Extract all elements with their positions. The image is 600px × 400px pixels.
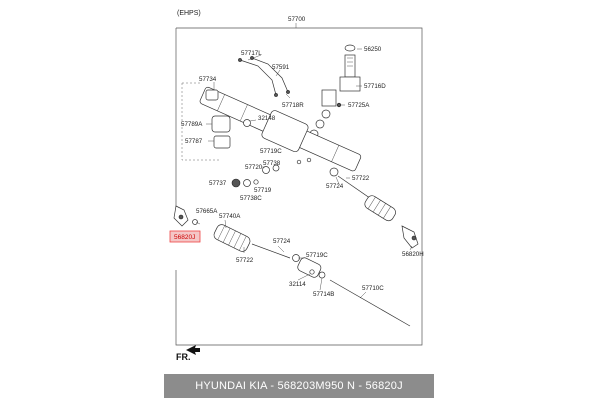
label-57714B: 57714B bbox=[313, 291, 335, 298]
label-57789A: 57789A bbox=[181, 121, 203, 128]
label-57719C-upper: 57719C bbox=[260, 148, 282, 155]
label-57734: 57734 bbox=[199, 76, 217, 83]
lead-57714B bbox=[320, 278, 322, 290]
ring-32114 bbox=[310, 270, 314, 274]
right-tie-rod bbox=[330, 168, 418, 248]
yoke-57737 bbox=[232, 179, 240, 187]
right-seal bbox=[330, 168, 338, 176]
label-assembly: 57700 bbox=[288, 16, 306, 23]
clamp-top bbox=[206, 90, 218, 100]
label-57787: 57787 bbox=[185, 138, 203, 145]
bolt bbox=[337, 103, 341, 107]
ehps-type-tag: (EHPS) bbox=[177, 10, 201, 17]
label-57718R: 57718R bbox=[282, 102, 304, 109]
valve-housing bbox=[322, 90, 336, 106]
label-57737: 57737 bbox=[209, 180, 227, 187]
label-56250: 56250 bbox=[364, 46, 382, 53]
rack-bushing bbox=[296, 256, 322, 278]
label-57738C: 57738C bbox=[240, 195, 262, 202]
oring-32148 bbox=[244, 120, 251, 127]
plug-2 bbox=[307, 158, 311, 162]
label-57716D: 57716D bbox=[364, 83, 386, 90]
ring-57738C bbox=[244, 180, 251, 187]
clamp-bushing bbox=[212, 116, 230, 132]
left-tie-rod bbox=[174, 206, 410, 326]
label-57719C-lower: 57719C bbox=[306, 252, 328, 259]
spring-57719 bbox=[254, 180, 258, 184]
label-57717L: 57717L bbox=[241, 50, 262, 57]
label-57722-lower: 57722 bbox=[236, 257, 254, 264]
ball-joint-right bbox=[412, 236, 416, 240]
valve-body bbox=[340, 77, 360, 91]
dust-cap bbox=[345, 45, 355, 51]
ball-joint-left bbox=[179, 215, 183, 219]
seal-ring-1 bbox=[322, 110, 330, 118]
label-57665A: 57665A bbox=[196, 208, 218, 215]
label-32148: 32148 bbox=[258, 115, 276, 122]
label-57738: 57738 bbox=[263, 160, 281, 167]
part-number-footer: HYUNDAI KIA - 568203M950 N - 56820J bbox=[164, 374, 434, 398]
label-32114: 32114 bbox=[289, 281, 306, 288]
label-57724-lower: 57724 bbox=[273, 238, 291, 245]
label-57719: 57719 bbox=[254, 187, 272, 194]
line-fitting-4 bbox=[286, 90, 289, 93]
ring-57714B bbox=[319, 272, 325, 278]
line-fitting-3 bbox=[274, 93, 277, 96]
label-57740A: 57740A bbox=[219, 213, 241, 220]
feed-line-left bbox=[240, 60, 276, 95]
label-56820H: 56820H bbox=[402, 251, 424, 258]
lead-57724b bbox=[278, 246, 284, 252]
label-57591: 57591 bbox=[272, 64, 290, 71]
right-boot-57722 bbox=[363, 194, 398, 223]
lead-57718R bbox=[286, 94, 290, 98]
jam-nut-57665A bbox=[193, 220, 198, 225]
nut-57720 bbox=[263, 167, 270, 174]
label-57720: 57720 bbox=[245, 164, 263, 171]
lead-32114 bbox=[298, 274, 310, 280]
pinion-valve-assembly bbox=[310, 45, 360, 138]
lead-57710C bbox=[360, 292, 366, 298]
label-57724-upper: 57724 bbox=[326, 183, 344, 190]
seal-ring-2 bbox=[316, 120, 324, 128]
label-57725A: 57725A bbox=[348, 102, 370, 109]
label-57710C: 57710C bbox=[362, 285, 384, 292]
feed-lines bbox=[238, 56, 289, 96]
label-56820J: 56820J bbox=[174, 234, 196, 241]
label-57722-upper: 57722 bbox=[352, 175, 370, 182]
clamp-bracket bbox=[214, 136, 230, 148]
left-inner-rod bbox=[252, 244, 290, 258]
front-direction-label: FR. bbox=[176, 352, 191, 362]
line-fitting-1 bbox=[238, 58, 241, 61]
plug-1 bbox=[297, 160, 301, 164]
